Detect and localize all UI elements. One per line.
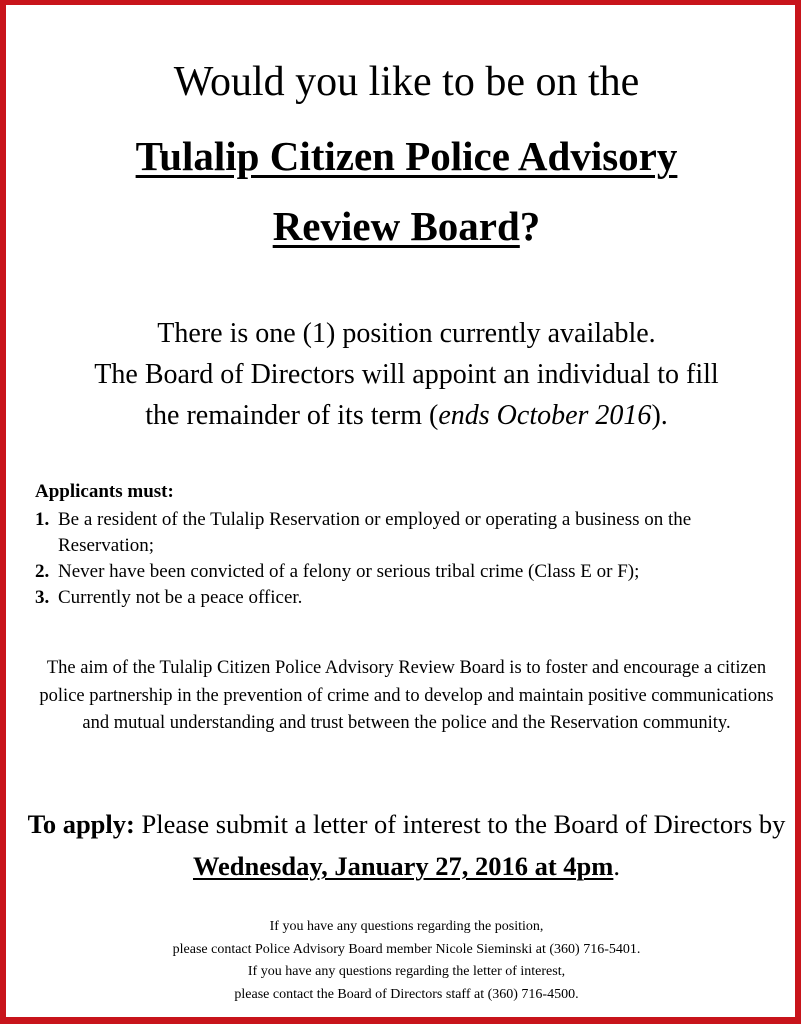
requirement-number: 2. (35, 561, 50, 582)
availability-line-3 (6, 395, 801, 436)
requirement-item (35, 559, 775, 585)
requirements-title: Applicants must: (35, 481, 174, 502)
board-name-text: Tulalip Citizen Police Advisory (135, 133, 678, 179)
requirement-item (35, 585, 775, 611)
term-end-date: ends October 2016 (438, 400, 652, 431)
contact-info (6, 916, 801, 1006)
requirement-number: 3. (35, 587, 50, 608)
board-name-line-2 (6, 198, 801, 254)
question-mark: ? (519, 203, 541, 249)
contact-line-3: If you have any questions regarding the letter of interest, (247, 964, 566, 979)
contact-line-2: please contact Police Advisory Board member Nicole Sieminski at (360) 716-5401. (172, 941, 641, 957)
headline-question: Would you like to be on the (173, 59, 640, 105)
board-name-text-2: Review Board (272, 203, 520, 249)
requirement-text: Currently not be a peace officer. (58, 587, 303, 608)
apply-text: Please submit a letter of interest to the Board of Directors by (134, 809, 786, 839)
contact-line-4: please contact the Board of Directors staff at (360) 716-4500. (234, 986, 579, 1002)
apply-label: To apply: (27, 809, 135, 839)
contact-line-1: If you have any questions regarding the position, (269, 919, 544, 934)
availability-notice (6, 313, 801, 436)
apply-suffix: . (613, 851, 620, 881)
requirement-item (35, 507, 775, 559)
requirements-list (35, 507, 775, 611)
board-name-line (6, 128, 801, 184)
apply-instructions (6, 803, 801, 887)
availability-line-2: The Board of Directors will appoint an individual to fill (94, 359, 719, 390)
availability-line-1: There is one (1) position currently available. (157, 318, 656, 349)
apply-deadline: Wednesday, January 27, 2016 at 4pm (192, 851, 614, 881)
requirement-text: Never have been convicted of a felony or serious tribal crime (Class E or F); (58, 561, 640, 582)
term-suffix: ). (651, 400, 668, 431)
requirement-text: Be a resident of the Tulalip Reservation or employed or operating a business on the Reservation; (58, 509, 692, 556)
board-aim-paragraph: The aim of the Tulalip Citizen Police Advisory Review Board is to foster and encourage a citizen police partnership in the prevention of crime and to develop and maintain positive communications and mutual understanding and trust between the police and the Reservation community. (39, 658, 774, 733)
requirement-number: 1. (35, 509, 50, 530)
term-prefix: the remainder of its term ( (145, 400, 439, 431)
